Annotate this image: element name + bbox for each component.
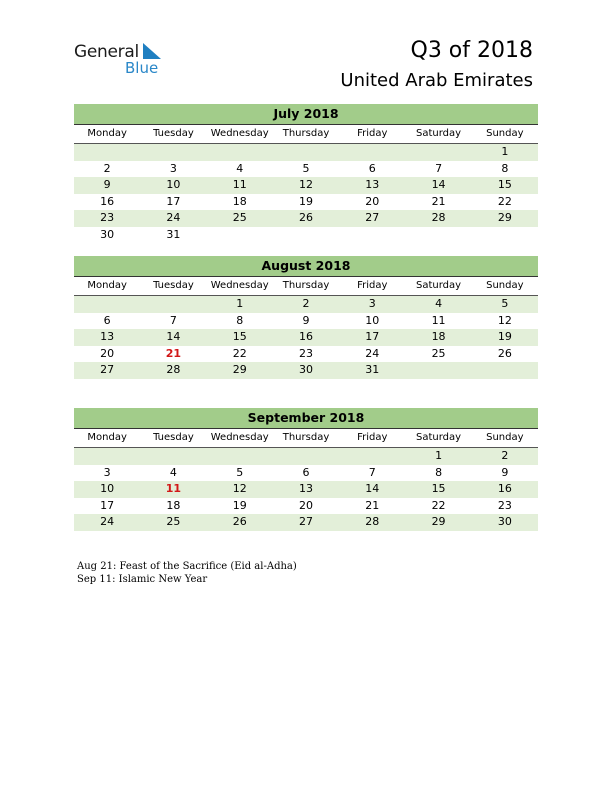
day-cell: 18 (232, 194, 247, 208)
day-cell: 4 (169, 465, 177, 479)
day-cell: 15 (232, 330, 247, 343)
day-cell: 7 (368, 465, 376, 479)
day-cell (339, 227, 405, 244)
weekday-label: Saturday (416, 432, 462, 443)
week-row (74, 465, 538, 482)
day-cell: 18 (431, 330, 446, 343)
week-row (74, 313, 538, 330)
day-cell: 30 (298, 363, 313, 376)
holiday-notes (77, 560, 297, 586)
day-cell: 14 (431, 178, 446, 191)
week-row (74, 448, 538, 465)
day-cell: 24 (365, 346, 380, 360)
day-cell: 22 (497, 194, 512, 208)
weekday-label: Tuesday (153, 280, 194, 291)
day-cell: 26 (232, 515, 247, 528)
day-cell: 19 (298, 194, 313, 208)
day-cell: 17 (100, 498, 115, 512)
day-cell (405, 362, 471, 379)
weekday-header-row (74, 277, 538, 296)
page-title: Q3 of 2018 (410, 38, 533, 63)
day-cell: 9 (501, 465, 509, 479)
day-cell: 16 (100, 194, 115, 208)
day-cell (140, 144, 206, 161)
day-cell: 5 (501, 297, 509, 310)
weekday-label: Friday (357, 128, 388, 139)
weekday-label: Monday (87, 280, 127, 291)
day-cell: 7 (169, 313, 177, 327)
day-cell: 17 (365, 330, 380, 343)
day-cell: 3 (368, 297, 376, 310)
month-weeks (74, 296, 538, 379)
day-cell: 27 (100, 363, 115, 376)
day-cell: 29 (431, 515, 446, 528)
holiday-day-cell: 11 (165, 482, 182, 495)
day-cell: 20 (365, 194, 380, 208)
day-cell: 20 (298, 498, 313, 512)
day-cell: 20 (100, 346, 115, 360)
day-cell: 28 (166, 363, 181, 376)
day-cell: 18 (166, 498, 181, 512)
day-cell: 29 (497, 211, 512, 224)
day-cell (405, 144, 471, 161)
day-cell: 5 (302, 161, 310, 175)
weekday-label: Friday (357, 432, 388, 443)
day-cell: 12 (497, 313, 512, 327)
day-cell: 23 (100, 211, 115, 224)
weekday-label: Friday (357, 280, 388, 291)
weekday-label: Saturday (416, 128, 462, 139)
month-weeks (74, 144, 538, 243)
weekday-label: Thursday (282, 432, 330, 443)
week-row (74, 296, 538, 313)
day-cell (207, 227, 273, 244)
day-cell: 4 (435, 297, 443, 310)
day-cell: 8 (435, 465, 443, 479)
day-cell: 4 (236, 161, 244, 175)
day-cell: 12 (298, 178, 313, 191)
logo-blue-text: Blue (125, 59, 159, 77)
day-cell: 17 (166, 194, 181, 208)
weekday-label: Wednesday (210, 128, 269, 139)
week-row (74, 514, 538, 531)
week-row (74, 227, 538, 244)
week-row (74, 362, 538, 379)
day-cell (273, 448, 339, 465)
weekday-label: Tuesday (153, 432, 194, 443)
day-cell: 24 (100, 515, 115, 528)
day-cell: 22 (431, 498, 446, 512)
day-cell: 13 (365, 178, 380, 191)
day-cell: 16 (497, 482, 512, 495)
month-calendar-july (74, 104, 538, 243)
weekday-label: Monday (87, 128, 127, 139)
day-cell: 19 (497, 330, 512, 343)
day-cell: 21 (431, 194, 446, 208)
day-cell: 23 (298, 346, 313, 360)
logo-triangle-icon (141, 43, 161, 61)
day-cell: 3 (169, 161, 177, 175)
day-cell: 2 (302, 297, 310, 310)
weekday-label: Monday (87, 432, 127, 443)
brand-logo (74, 42, 184, 82)
week-row (74, 481, 538, 498)
day-cell: 27 (365, 211, 380, 224)
month-weeks (74, 448, 538, 531)
day-cell: 21 (365, 498, 380, 512)
day-cell: 1 (236, 297, 244, 310)
day-cell (472, 362, 538, 379)
day-cell: 2 (103, 161, 111, 175)
day-cell: 13 (100, 330, 115, 343)
day-cell: 15 (497, 178, 512, 191)
day-cell: 14 (365, 482, 380, 495)
weekday-label: Tuesday (153, 128, 194, 139)
day-cell: 30 (497, 515, 512, 528)
weekday-label: Thursday (282, 128, 330, 139)
weekday-label: Thursday (282, 280, 330, 291)
month-header: August 2018 (74, 256, 538, 277)
day-cell: 7 (435, 161, 443, 175)
day-cell: 19 (232, 498, 247, 512)
day-cell (472, 227, 538, 244)
weekday-label: Sunday (486, 128, 524, 139)
day-cell: 31 (365, 363, 380, 376)
day-cell: 24 (166, 211, 181, 224)
day-cell: 26 (497, 346, 512, 360)
week-row (74, 329, 538, 346)
weekday-header-row (74, 429, 538, 448)
day-cell: 8 (236, 313, 244, 327)
day-cell: 1 (501, 145, 509, 158)
day-cell: 26 (298, 211, 313, 224)
weekday-label: Sunday (486, 280, 524, 291)
day-cell: 13 (298, 482, 313, 495)
day-cell: 5 (236, 465, 244, 479)
day-cell: 15 (431, 482, 446, 495)
day-cell: 30 (100, 227, 115, 241)
day-cell: 16 (298, 330, 313, 343)
holiday-note: Sep 11: Islamic New Year (77, 574, 208, 585)
day-cell: 2 (501, 449, 509, 462)
day-cell: 27 (298, 515, 313, 528)
day-cell: 28 (431, 211, 446, 224)
week-row (74, 194, 538, 211)
holiday-day-cell: 21 (165, 346, 182, 360)
week-row (74, 210, 538, 227)
day-cell: 28 (365, 515, 380, 528)
day-cell (140, 448, 206, 465)
day-cell (74, 296, 140, 313)
day-cell: 6 (302, 465, 310, 479)
week-row (74, 161, 538, 178)
day-cell: 29 (232, 363, 247, 376)
day-cell: 25 (166, 515, 181, 528)
country-subtitle: United Arab Emirates (340, 70, 533, 91)
month-header: July 2018 (74, 104, 538, 125)
day-cell (74, 144, 140, 161)
weekday-label: Sunday (486, 432, 524, 443)
day-cell: 6 (368, 161, 376, 175)
month-header: September 2018 (74, 408, 538, 429)
day-cell: 3 (103, 465, 111, 479)
day-cell (273, 227, 339, 244)
week-row (74, 177, 538, 194)
day-cell (339, 144, 405, 161)
day-cell: 10 (166, 178, 181, 191)
holiday-note: Aug 21: Feast of the Sacrifice (Eid al-Adha) (77, 561, 297, 572)
day-cell (339, 448, 405, 465)
logo-general-text: General (74, 42, 139, 62)
day-cell: 12 (232, 482, 247, 495)
day-cell (273, 144, 339, 161)
day-cell (140, 296, 206, 313)
day-cell: 14 (166, 330, 181, 343)
weekday-label: Saturday (416, 280, 462, 291)
day-cell (405, 227, 471, 244)
day-cell: 9 (103, 178, 111, 191)
day-cell: 9 (302, 313, 310, 327)
day-cell: 11 (431, 313, 446, 327)
day-cell: 1 (435, 449, 443, 462)
day-cell: 22 (232, 346, 247, 360)
day-cell: 23 (497, 498, 512, 512)
week-row (74, 346, 538, 363)
day-cell: 11 (232, 178, 247, 191)
day-cell (207, 144, 273, 161)
day-cell: 31 (166, 227, 181, 241)
weekday-label: Wednesday (210, 280, 269, 291)
day-cell: 10 (100, 482, 115, 495)
day-cell: 6 (103, 313, 111, 327)
day-cell: 25 (232, 211, 247, 224)
weekday-label: Wednesday (210, 432, 269, 443)
day-cell (74, 448, 140, 465)
week-row (74, 498, 538, 515)
day-cell (207, 448, 273, 465)
week-row (74, 144, 538, 161)
month-calendar-august (74, 256, 538, 379)
day-cell: 8 (501, 161, 509, 175)
day-cell: 25 (431, 346, 446, 360)
weekday-header-row (74, 125, 538, 144)
day-cell: 10 (365, 313, 380, 327)
month-calendar-september (74, 408, 538, 531)
